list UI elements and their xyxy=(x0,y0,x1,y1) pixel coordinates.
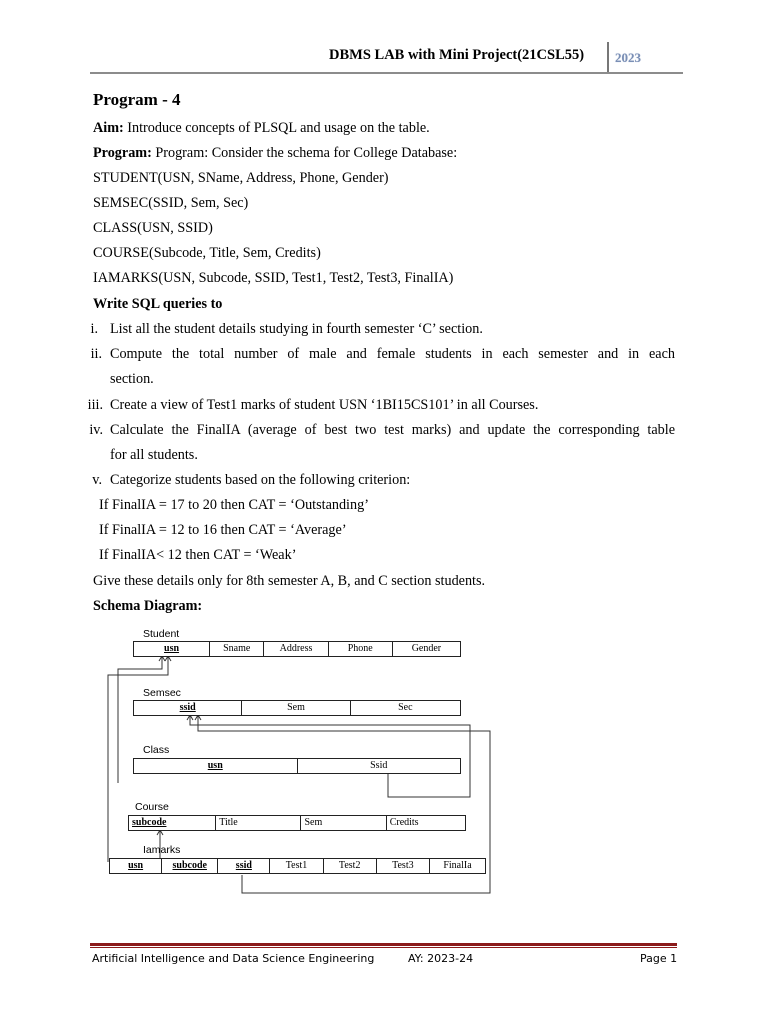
footer-rule-thin xyxy=(90,947,677,948)
student-col-usn: usn xyxy=(134,642,210,656)
course-col-subcode: subcode xyxy=(129,816,216,830)
iamarks-col-test3: Test3 xyxy=(377,859,430,873)
footer-academic-year: AY: 2023-24 xyxy=(408,952,474,965)
course-col-title: Title xyxy=(216,816,301,830)
query-number: ii. xyxy=(90,346,102,362)
connector-class-ssid xyxy=(190,715,470,797)
criterion-average: If FinalIA = 12 to 16 then CAT = ‘Average’ xyxy=(99,522,347,538)
query-number: i. xyxy=(90,321,98,337)
query-number: v. xyxy=(92,472,102,488)
student-table xyxy=(133,641,461,657)
program-label: Program: xyxy=(93,145,152,161)
iamarks-col-subcode: subcode xyxy=(162,859,218,873)
query-text: Compute the total number of male and female students in each semester and in each xyxy=(110,346,675,362)
query-number: iv. xyxy=(89,422,103,438)
iamarks-col-usn: usn xyxy=(110,859,162,873)
course-table xyxy=(128,815,466,831)
schema-line-iamarks: IAMARKS(USN, Subcode, SSID, Test1, Test2, Test3, FinalIA) xyxy=(93,270,454,286)
iamarks-table xyxy=(109,858,486,874)
semsec-col-sem: Sem xyxy=(242,701,350,715)
course-col-sem: Sem xyxy=(301,816,386,830)
class-table xyxy=(133,758,461,774)
schema-line-semsec: SEMSEC(SSID, Sem, Sec) xyxy=(93,195,249,211)
iamarks-col-test2: Test2 xyxy=(324,859,377,873)
query-text: Calculate the FinalIA (average of best two test marks) and update the corresponding table xyxy=(110,422,675,438)
footer-department: Artificial Intelligence and Data Science Engineering xyxy=(92,952,375,965)
student-label: Student xyxy=(143,628,180,640)
footer-page-number: Page 1 xyxy=(640,952,678,965)
query-text-continued: section. xyxy=(110,371,154,387)
give-details-line: Give these details only for 8th semester A, B, and C section students. xyxy=(93,573,486,589)
iamarks-col-finalia: FinalIa xyxy=(443,860,472,871)
query-number: iii. xyxy=(87,397,103,413)
header-rule xyxy=(90,72,683,74)
aim-line xyxy=(93,120,430,137)
query-text: Categorize students based on the following criterion: xyxy=(110,472,411,488)
query-text-continued: for all students. xyxy=(110,447,198,463)
course-col-credits: Credits xyxy=(389,817,419,828)
student-col-phone: Phone xyxy=(329,642,393,656)
header-year: 2023 xyxy=(615,50,641,65)
class-col-ssid: Ssid xyxy=(370,760,388,771)
aim-label: Aim: xyxy=(93,120,124,136)
header-divider xyxy=(607,42,609,74)
iamarks-label: Iamarks xyxy=(143,844,181,856)
program-text: Program: Consider the schema for College Database: xyxy=(151,145,458,161)
queries-heading: Write SQL queries to xyxy=(93,296,223,312)
query-text: Create a view of Test1 marks of student USN ‘1BI15CS101’ in all Courses. xyxy=(110,397,539,413)
aim-text: Introduce concepts of PLSQL and usage on the table. xyxy=(123,120,430,136)
schema-diagram xyxy=(100,625,500,915)
class-col-usn: usn xyxy=(134,759,298,773)
footer-rule xyxy=(90,943,677,946)
criterion-weak: If FinalIA< 12 then CAT = ‘Weak’ xyxy=(99,547,297,563)
criterion-outstanding: If FinalIA = 17 to 20 then CAT = ‘Outstanding’ xyxy=(99,497,369,513)
schema-line-student: STUDENT(USN, SName, Address, Phone, Gender) xyxy=(93,170,389,186)
semsec-table xyxy=(133,700,461,716)
class-label: Class xyxy=(143,744,170,756)
iamarks-col-ssid: ssid xyxy=(218,859,270,873)
program-line xyxy=(93,145,457,162)
student-col-sname: Sname xyxy=(210,642,264,656)
semsec-label: Semsec xyxy=(143,687,181,699)
schema-line-course: COURSE(Subcode, Title, Sem, Credits) xyxy=(93,245,321,261)
course-label: Course xyxy=(135,801,169,813)
iamarks-col-test1: Test1 xyxy=(270,859,323,873)
schema-line-class: CLASS(USN, SSID) xyxy=(93,220,213,236)
semsec-col-sec: Sec xyxy=(398,702,413,713)
semsec-col-ssid: ssid xyxy=(134,701,242,715)
student-col-address: Address xyxy=(264,642,328,656)
student-col-gender: Gender xyxy=(411,643,442,654)
program-title: Program - 4 xyxy=(93,90,181,109)
schema-diagram-heading: Schema Diagram: xyxy=(93,598,203,614)
query-text: List all the student details studying in fourth semester ‘C’ section. xyxy=(110,321,483,337)
running-header-title: DBMS LAB with Mini Project(21CSL55) xyxy=(329,47,585,63)
